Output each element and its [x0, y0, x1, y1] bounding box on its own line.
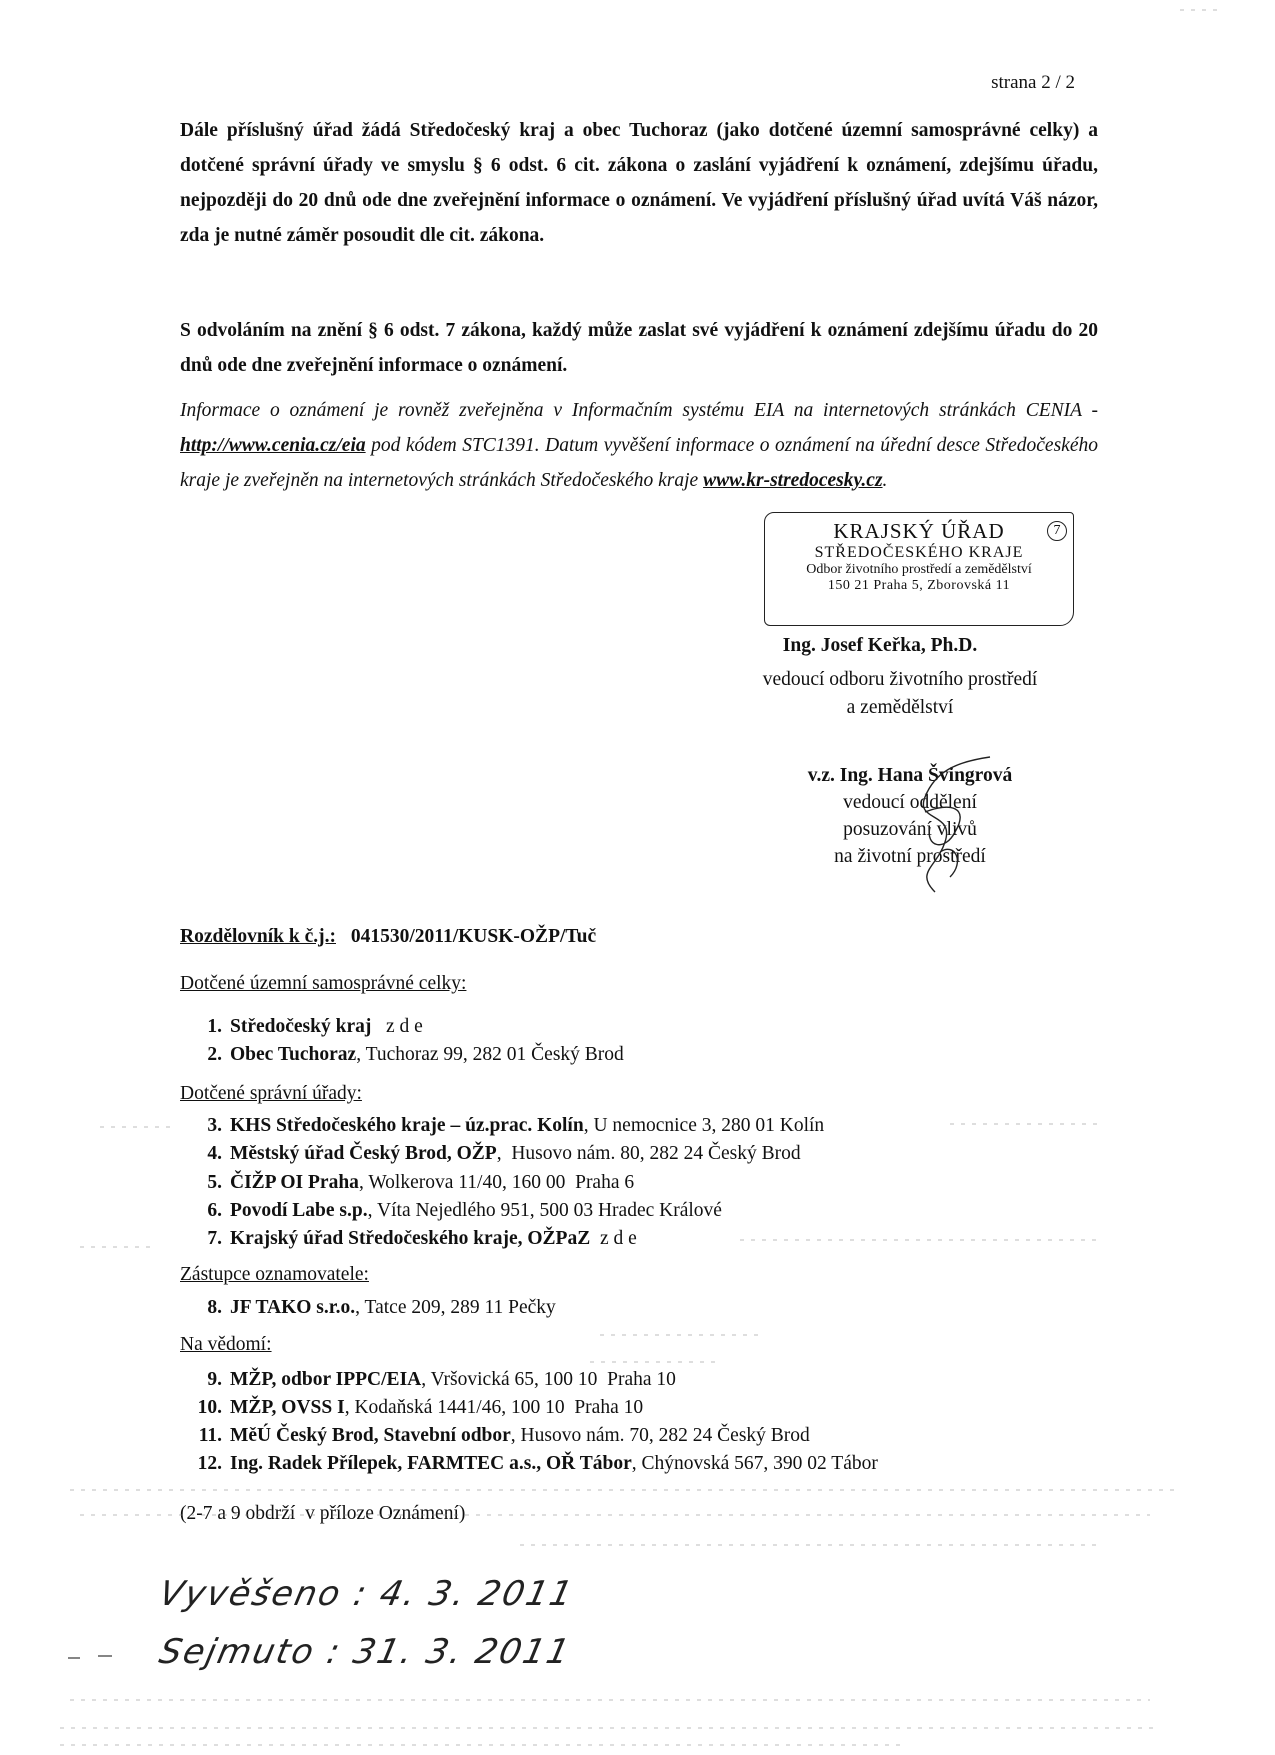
office-stamp — [764, 512, 1074, 626]
signatory-head-name: Ing. Josef Keřka, Ph.D. — [782, 635, 978, 656]
list-item: 4. Městský úřad Český Brod, OŽP, Husovo nám. 80, 282 24 Český Brod — [207, 1143, 801, 1164]
list-item: 10. MŽP, OVSS I, Kodaňská 1441/46, 100 10 Praha 10 — [197, 1397, 644, 1418]
signatory-deputy-role-3: na životní prostředí — [834, 846, 986, 867]
public-comment-paragraph: S odvoláním na znění § 6 odst. 7 zákona, každý může zaslat své vyjádření k oznámení zdejšímu úřadu do 20 dnů ode dne zveřejnění informace o oznámení. — [180, 320, 1098, 376]
list-item: 5. ČIŽP OI Praha, Wolkerova 11/40, 160 00 Praha 6 — [207, 1172, 635, 1193]
kraj-website-link[interactable]: www.kr-stredocesky.cz — [703, 470, 883, 491]
stamp-line-2: STŘEDOČESKÉHO KRAJE — [814, 544, 1024, 561]
cenia-info-paragraph — [180, 393, 1098, 498]
list-item: 9. MŽP, odbor IPPC/EIA, Vršovická 65, 100 10 Praha 10 — [207, 1369, 676, 1390]
list-item: 1. Středočeský kraj z d e — [207, 1016, 423, 1037]
request-paragraph: Dále příslušný úřad žádá Středočeský kraj a obec Tuchoraz (jako dotčené územní samosprávné celky) a dotčené správní úřady ve smyslu § 6 odst. 6 cit. zákona o zaslání vyjádření k oznámení, zdejšímu úřadu, nejpozději do 20 dnů ode dne zveřejnění informace o oznámení. Ve vyjádření příslušný úřad uvítá Váš názor, zda je nutné záměr posoudit dle cit. zákona. — [180, 120, 1098, 246]
signatory-deputy-role-1: vedoucí oddělení — [843, 792, 977, 813]
page-number: strana 2 / 2 — [991, 72, 1075, 93]
list-item: 11. MěÚ Český Brod, Stavební odbor, Husovo nám. 70, 282 24 Český Brod — [198, 1425, 810, 1446]
signatory-deputy-role-2: posuzování vlivů — [843, 819, 977, 840]
cenia-text-1: Informace o oznámení je rovněž zveřejněna v Informačním systému EIA na internetových stránkách CENIA - — [180, 400, 1098, 421]
handwritten-posted-date: Vyvěšeno : 4. 3. 2011 — [155, 1574, 578, 1614]
distribution-ref: 041530/2011/KUSK-OŽP/Tuč — [350, 926, 597, 947]
list-item: 6. Povodí Labe s.p., Víta Nejedlého 951, 500 03 Hradec Králové — [207, 1200, 722, 1221]
cenia-text-3: . — [882, 470, 888, 491]
section-heading: Na vědomí: — [180, 1334, 272, 1355]
list-item: 8. JF TAKO s.r.o., Tatce 209, 289 11 Pečky — [207, 1297, 556, 1318]
stamp-line-3: Odbor životního prostředí a zemědělství — [806, 562, 1032, 577]
stamp-line-4: 150 21 Praha 5, Zborovská 11 — [827, 578, 1011, 593]
signatory-head-role-1: vedoucí odboru životního prostředí — [762, 669, 1038, 690]
list-item: 3. KHS Středočeského kraje – úz.prac. Kolín, U nemocnice 3, 280 01 Kolín — [207, 1115, 825, 1136]
section-heading: Zástupce oznamovatele: — [180, 1264, 369, 1285]
list-item: 7. Krajský úřad Středočeského kraje, OŽPaZ z d e — [207, 1228, 637, 1249]
section-heading: Dotčené správní úřady: — [180, 1083, 362, 1104]
distribution-heading — [180, 926, 596, 948]
cenia-text-2: pod kódem STC1391. Datum vyvěšení informace o oznámení na úřední desce Středočeského kraje je zveřejněn na internetových stránkách Středočeského kraje — [180, 435, 1098, 491]
list-item: 2. Obec Tuchoraz, Tuchoraz 99, 282 01 Český Brod — [207, 1044, 624, 1065]
stamp-number: 7 — [1047, 521, 1067, 541]
stamp-line-1: KRAJSKÝ ÚŘAD — [833, 519, 1005, 543]
signatory-head-role-2: a zemědělství — [846, 697, 954, 718]
signatory-deputy-name: v.z. Ing. Hana Švingrová — [807, 765, 1013, 786]
signatory-head — [700, 632, 1100, 722]
cenia-link[interactable]: http://www.cenia.cz/eia — [180, 435, 366, 456]
handwritten-signature — [895, 752, 1015, 902]
list-item: 12. Ing. Radek Přílepek, FARMTEC a.s., OŘ Tábor, Chýnovská 567, 390 02 Tábor — [197, 1453, 878, 1474]
handwritten-removed-date: Sejmuto : 31. 3. 2011 — [155, 1632, 575, 1672]
distribution-title: Rozdělovník k č.j.: — [180, 926, 336, 947]
attachment-note: (2-7 a 9 obdrží v příloze Oznámení) — [180, 1503, 466, 1524]
section-heading: Dotčené územní samosprávné celky: — [180, 973, 467, 994]
